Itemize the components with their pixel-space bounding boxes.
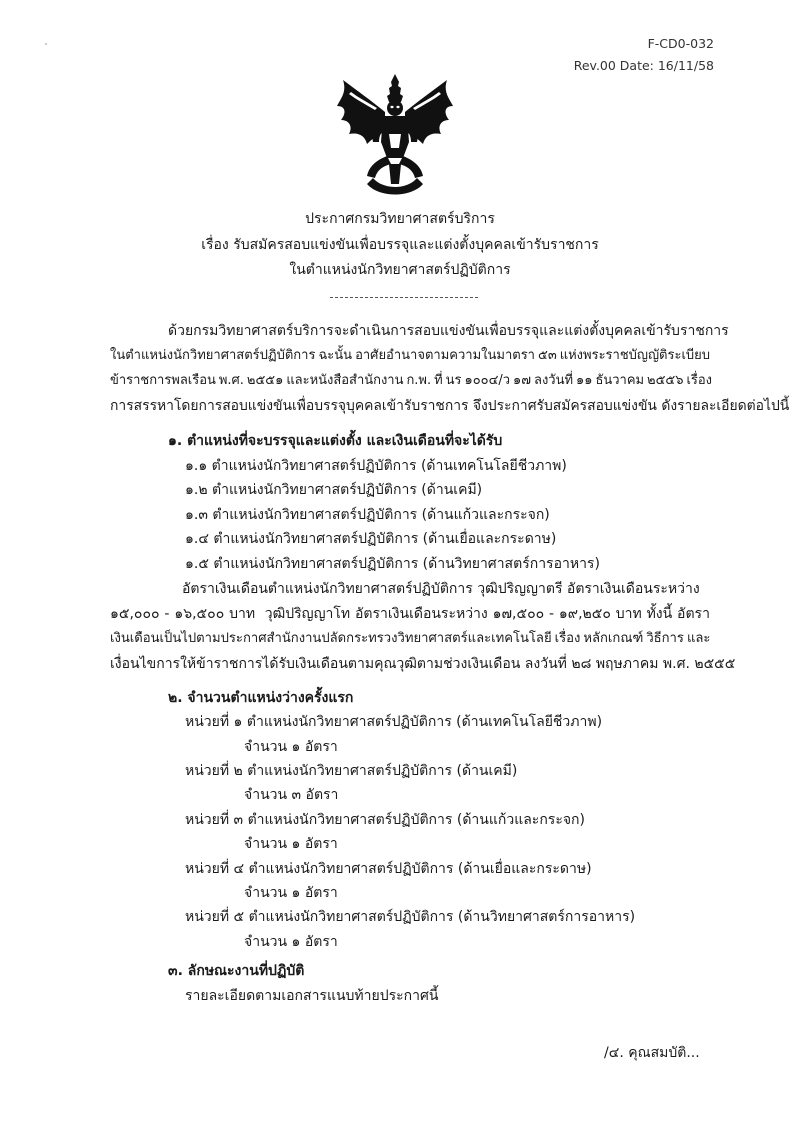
unit-1: หน่วยที่ ๑ ตำแหน่งนักวิทยาศาสตร์ปฏิบัติการ (ด้านเทคโนโลยีชีวภาพ) bbox=[185, 714, 603, 730]
position-item-4: ๑.๔ ตำแหน่งนักวิทยาศาสตร์ปฏิบัติการ (ด้านเยื่อและกระดาษ) bbox=[185, 531, 557, 547]
unit-3-count: จำนวน ๑ อัตรา bbox=[244, 836, 338, 852]
unit-3: หน่วยที่ ๓ ตำแหน่งนักวิทยาศาสตร์ปฏิบัติการ (ด้านแก้วและกระจก) bbox=[185, 812, 585, 828]
separator-line bbox=[330, 297, 478, 298]
garuda-emblem-icon bbox=[333, 72, 457, 198]
salary-line-2: ๑๕,๐๐๐ - ๑๖,๕๐๐ บาท วุฒิปริญญาโท อัตราเงินเดือนระหว่าง ๑๗,๕๐๐ - ๑๙,๒๕๐ บาท ทั้งนี้ อัตรา bbox=[110, 606, 710, 622]
position-item-2: ๑.๒ ตำแหน่งนักวิทยาศาสตร์ปฏิบัติการ (ด้านเคมี) bbox=[185, 482, 483, 498]
unit-2: หน่วยที่ ๒ ตำแหน่งนักวิทยาศาสตร์ปฏิบัติการ (ด้านเคมี) bbox=[185, 763, 518, 779]
unit-1-count: จำนวน ๑ อัตรา bbox=[244, 739, 338, 755]
salary-line-4: เงื่อนไขการให้ข้าราชการได้รับเงินเดือนตามคุณวุฒิตามช่วงเงินเดือน ลงวันที่ ๒๘ พฤษภาคม พ.ศ. ๒๕๕๕ bbox=[110, 656, 736, 672]
position-item-1: ๑.๑ ตำแหน่งนักวิทยาศาสตร์ปฏิบัติการ (ด้านเทคโนโลยีชีวภาพ) bbox=[185, 458, 567, 474]
unit-4: หน่วยที่ ๔ ตำแหน่งนักวิทยาศาสตร์ปฏิบัติการ (ด้านเยื่อและกระดาษ) bbox=[185, 861, 592, 877]
section-3-body: รายละเอียดตามเอกสารแนบท้ายประกาศนี้ bbox=[185, 988, 439, 1004]
intro-line-2: ในตำแหน่งนักวิทยาศาสตร์ปฏิบัติการ ฉะนั้น อาศัยอำนาจตามความในมาตรา ๕๓ แห่งพระราชบัญญัติระเบียบ bbox=[110, 348, 711, 363]
salary-line-3: เงินเดือนเป็นไปตามประกาศสำนักงานปลัดกระทรวงวิทยาศาสตร์และเทคโนโลยี เรื่อง หลักเกณฑ์ วิธีการ และ bbox=[110, 631, 711, 646]
announcement-position: ในตำแหน่งนักวิทยาศาสตร์ปฏิบัติการ bbox=[289, 262, 511, 278]
announcement-title: ประกาศกรมวิทยาศาสตร์บริการ bbox=[305, 211, 495, 227]
form-code: F-CD0-032 bbox=[647, 36, 714, 51]
unit-5: หน่วยที่ ๕ ตำแหน่งนักวิทยาศาสตร์ปฏิบัติการ (ด้านวิทยาศาสตร์การอาหาร) bbox=[185, 909, 636, 925]
intro-line-1: ด้วยกรมวิทยาศาสตร์บริการจะดำเนินการสอบแข่งขันเพื่อบรรจุและแต่งตั้งบุคคลเข้ารับราชการ bbox=[168, 323, 729, 339]
section-3-heading: ๓. ลักษณะงานที่ปฏิบัติ bbox=[168, 963, 305, 979]
intro-line-3: ข้าราชการพลเรือน พ.ศ. ๒๕๕๑ และหนังสือสำนักงาน ก.พ. ที่ นร ๑๐๐๔/ว ๑๗ ลงวันที่ ๑๑ ธันวาคม ๒๕๕๖ เรื่อง bbox=[110, 373, 712, 388]
continuation-marker: /๔. คุณสมบัติ... bbox=[604, 1045, 700, 1061]
revision-date: Rev.00 Date: 16/11/58 bbox=[573, 58, 714, 73]
position-item-5: ๑.๕ ตำแหน่งนักวิทยาศาสตร์ปฏิบัติการ (ด้านวิทยาศาสตร์การอาหาร) bbox=[185, 556, 600, 572]
unit-5-count: จำนวน ๑ อัตรา bbox=[244, 934, 338, 950]
section-2-heading: ๒. จำนวนตำแหน่งว่างครั้งแรก bbox=[168, 690, 354, 706]
intro-line-4: การสรรหาโดยการสอบแข่งขันเพื่อบรรจุบุคคลเข้ารับราชการ จึงประกาศรับสมัครสอบแข่งขัน ดังรายละเอียดต่อไปนี้ bbox=[110, 398, 790, 414]
unit-2-count: จำนวน ๓ อัตรา bbox=[244, 787, 339, 803]
scan-speck bbox=[45, 43, 47, 45]
announcement-subject: เรื่อง รับสมัครสอบแข่งขันเพื่อบรรจุและแต่งตั้งบุคคลเข้ารับราชการ bbox=[201, 237, 599, 253]
unit-4-count: จำนวน ๑ อัตรา bbox=[244, 885, 338, 901]
section-1-heading: ๑. ตำแหน่งที่จะบรรจุและแต่งตั้ง และเงินเดือนที่จะได้รับ bbox=[168, 433, 503, 449]
salary-line-1: อัตราเงินเดือนตำแหน่งนักวิทยาศาสตร์ปฏิบัติการ วุฒิปริญญาตรี อัตราเงินเดือนระหว่าง bbox=[182, 581, 700, 597]
position-item-3: ๑.๓ ตำแหน่งนักวิทยาศาสตร์ปฏิบัติการ (ด้านแก้วและกระจก) bbox=[185, 507, 550, 523]
